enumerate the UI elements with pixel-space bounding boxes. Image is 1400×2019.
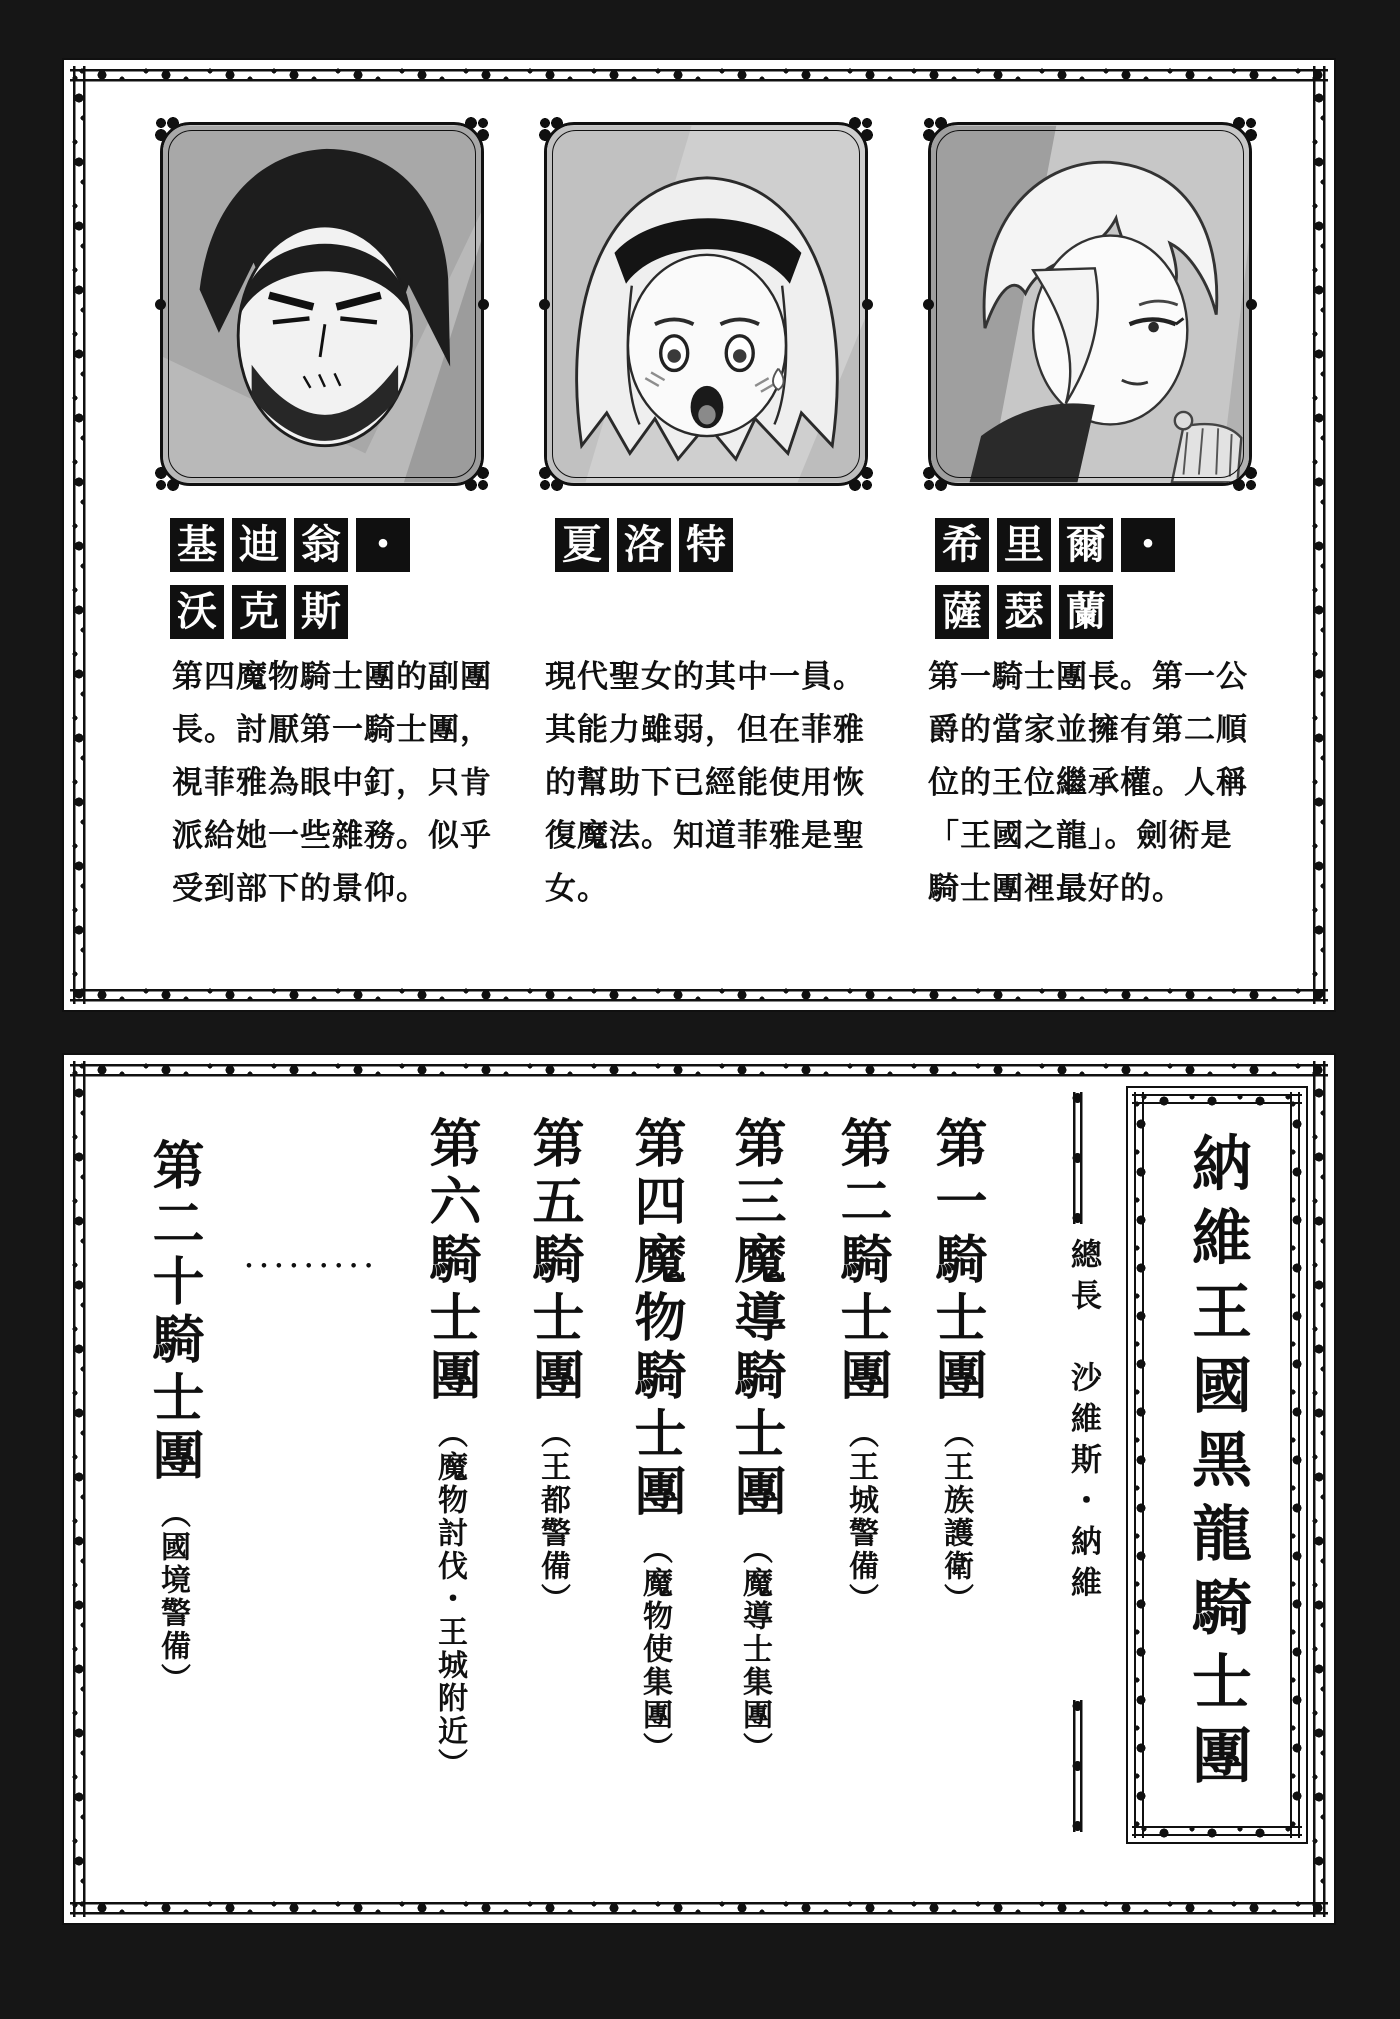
decorative-rule-bottom (1072, 1700, 1083, 1832)
order-name: 第二十騎士團 (144, 1138, 201, 1486)
portrait-character3 (928, 122, 1252, 486)
ornate-border-top (70, 66, 1328, 84)
name-char-box: 沃 (170, 585, 224, 639)
name-char-box: 特 (679, 518, 733, 572)
corner-flourish-icon (538, 116, 564, 142)
name-char-box: 夏 (555, 518, 609, 572)
order-name: 第五騎士團 (524, 1116, 581, 1406)
ornate-border-left (1132, 1092, 1146, 1838)
corner-flourish-icon (154, 466, 180, 492)
ornate-border-right (1310, 1061, 1328, 1917)
portrait-character1 (160, 122, 484, 486)
ornate-border-bottom (1132, 1824, 1302, 1838)
description-line: 「王國之龍」。劍術是 (928, 818, 1233, 853)
portrait-frame-character3 (924, 118, 1256, 490)
ornate-border-bottom (70, 986, 1328, 1004)
name-char-box: 薩 (935, 585, 989, 639)
order-name: 第六騎士團 (421, 1116, 478, 1406)
description-line: 女。 (545, 871, 609, 906)
edge-knot-icon (923, 299, 934, 310)
ornate-border-right (1310, 66, 1328, 1004)
order-column-5 (524, 1116, 590, 1906)
name-char-box: 希 (935, 518, 989, 572)
name-char-box: 瑟 (997, 585, 1051, 639)
edge-knot-icon (1246, 299, 1257, 310)
name-row (555, 518, 733, 572)
name-char-box: 蘭 (1059, 585, 1113, 639)
corner-flourish-icon (922, 116, 948, 142)
portrait-illustration-character2 (547, 125, 865, 483)
name-char-box: ・ (356, 518, 410, 572)
order-note: （王族護衛） (939, 1418, 972, 1616)
name-char-box: ・ (1121, 518, 1175, 572)
name-char-box: 爾 (1059, 518, 1113, 572)
description-line: 復魔法。知道菲雅是聖 (545, 818, 865, 853)
ornate-border-bottom (70, 1899, 1328, 1917)
portrait-illustration-character1 (163, 125, 481, 483)
edge-knot-icon (155, 299, 166, 310)
description-line: 派給她一些雜務。似乎 (172, 818, 492, 853)
character2-name-plate (555, 518, 733, 585)
corner-flourish-icon (538, 466, 564, 492)
name-char-box: 迪 (232, 518, 286, 572)
character2-description (545, 650, 897, 915)
name-row (935, 518, 1175, 572)
order-note: （魔導士集團） (738, 1534, 771, 1765)
name-row (935, 585, 1175, 639)
description-line: 第一騎士團長。第一公 (928, 659, 1248, 694)
description-line: 騎士團裡最好的。 (928, 871, 1184, 906)
portrait-frame-character1 (156, 118, 488, 490)
order-name: 第一騎士團 (927, 1116, 984, 1406)
description-line: 的幫助下已經能使用恢 (545, 765, 865, 800)
description-line: 第四魔物騎士團的副團 (172, 659, 492, 694)
name-char-box: 克 (232, 585, 286, 639)
edge-knot-icon (539, 299, 550, 310)
character3-name-plate (935, 518, 1175, 652)
name-char-box: 基 (170, 518, 224, 572)
name-char-box: 翁 (294, 518, 348, 572)
corner-flourish-icon (1232, 466, 1258, 492)
order-note: （魔物使集團） (638, 1534, 671, 1765)
order-column-4 (626, 1116, 692, 1906)
ornate-border-top (1132, 1092, 1302, 1106)
corner-flourish-icon (154, 116, 180, 142)
decorative-rule-top (1072, 1092, 1083, 1224)
portrait-frame-character2 (540, 118, 872, 490)
portrait-illustration-character3 (931, 125, 1249, 483)
description-line: 長。討厭第一騎士團， (172, 712, 492, 747)
corner-flourish-icon (848, 466, 874, 492)
edge-knot-icon (862, 299, 873, 310)
corner-flourish-icon (464, 116, 490, 142)
order-column-20 (144, 1138, 210, 1928)
description-line: 現代聖女的其中一員。 (545, 659, 865, 694)
name-char-box: 洛 (617, 518, 671, 572)
omitted-orders-ellipsis: ••••••••• (246, 1256, 381, 1275)
portrait-character2 (544, 122, 868, 486)
corner-flourish-icon (848, 116, 874, 142)
order-note: （國境警備） (156, 1498, 189, 1696)
character3-description (928, 650, 1280, 915)
roster-chief-label: 總長 沙維斯・納維 (1066, 1238, 1101, 1607)
order-column-2 (832, 1116, 898, 1906)
name-row (170, 585, 410, 639)
corner-flourish-icon (1232, 116, 1258, 142)
ornate-border-right (1288, 1092, 1302, 1838)
roster-title-box (1126, 1086, 1308, 1844)
character1-description (172, 650, 524, 915)
description-line: 視菲雅為眼中釘，只肯 (172, 765, 492, 800)
corner-flourish-icon (922, 466, 948, 492)
description-line: 其能力雖弱，但在菲雅 (545, 712, 865, 747)
order-note: （魔物討伐・王城附近） (433, 1418, 466, 1781)
order-name: 第三魔導騎士團 (726, 1116, 783, 1522)
edge-knot-icon (478, 299, 489, 310)
order-note: （王都警備） (536, 1418, 569, 1616)
order-column-6 (421, 1116, 487, 1906)
description-line: 受到部下的景仰。 (172, 871, 428, 906)
character1-name-plate (170, 518, 410, 652)
name-char-box: 里 (997, 518, 1051, 572)
order-column-3 (726, 1116, 792, 1906)
roster-title: 納維王國黑龍騎士團 (1184, 1132, 1250, 1798)
order-note: （王城警備） (844, 1418, 877, 1616)
ornate-border-left (70, 66, 88, 1004)
ornate-border-left (70, 1061, 88, 1917)
corner-flourish-icon (464, 466, 490, 492)
order-name: 第四魔物騎士團 (626, 1116, 683, 1522)
name-row (170, 518, 410, 572)
ornate-border-top (70, 1061, 1328, 1079)
description-line: 爵的當家並擁有第二順 (928, 712, 1248, 747)
order-name: 第二騎士團 (832, 1116, 889, 1406)
description-line: 位的王位繼承權。人稱 (928, 765, 1248, 800)
order-column-1 (927, 1116, 993, 1906)
name-char-box: 斯 (294, 585, 348, 639)
